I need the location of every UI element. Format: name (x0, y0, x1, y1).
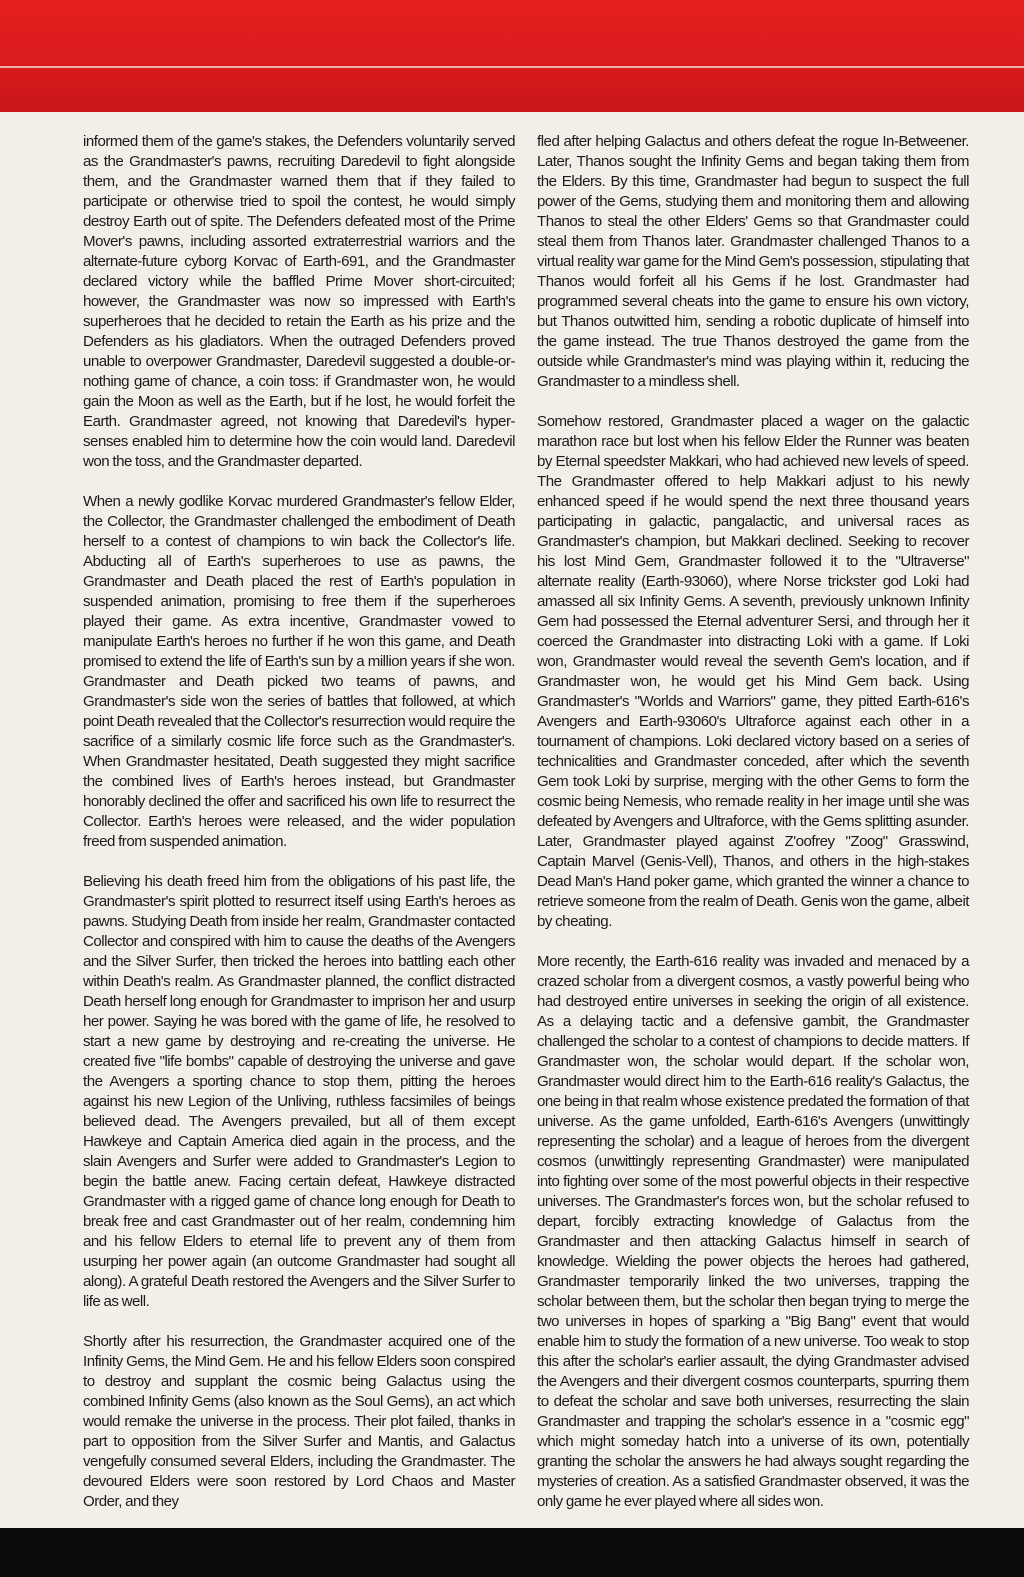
banner-rule (0, 66, 1024, 68)
top-banner (0, 0, 1024, 112)
bottom-bar (0, 1528, 1024, 1577)
right-paragraph-3: More recently, the Earth-616 reality was invaded and menaced by a crazed scholar from a divergent cosmos, a vastly powerful being who had destroyed entire universes in seeking the origin of all existence. As a delaying tactic and a defensive gambit, the Grandmaster challenged the scholar to a contest of champions to decide matters. If Grandmaster won, the scholar would depart. If the scholar won, Grandmaster would direct him to the Earth-616 reality's Galactus, the one being in that realm whose existence predated the formation of that universe. As the game unfolded, Earth-616's Avengers (unwittingly representing the scholar) and a league of heroes from the divergent cosmos (unwittingly representing Grandmaster) were manipulated into fighting over some of the most powerful objects in their respective universes. The Grandmaster's forces won, but the scholar refused to depart, forcibly extracting knowledge of Galactus from the Grandmaster and then attacking Galactus himself in search of knowledge. Wielding the power objects the heroes had gathered, Grandmaster temporarily linked the two universes, trapping the scholar between them, but the scholar then began trying to merge the two universes in hopes of sparking a "Big Bang" event that would enable him to study the formation of a new universe. Too weak to stop this after the scholar's earlier assault, the dying Grandmaster advised the Avengers and their divergent cosmos counterparts, spurring them to defeat the scholar and save both universes, resurrecting the slain Grandmaster and trapping the scholar's essence in a "cosmic egg" which might someday hatch into a universe of its own, potentially granting the scholar the answers he had always sought regarding the mysteries of creation. As a satisfied Grandmaster observed, it was the only game he ever played where all sides won. (537, 953, 969, 1510)
left-paragraph-4: Shortly after his resurrection, the Grandmaster acquired one of the Infinity Gems, the Mind Gem. He and his fellow Elders soon conspired to destroy and supplant the cosmic being Galactus using the combined Infinity Gems (also known as the Soul Gems), an act which would remake the universe in the process. Their plot failed, thanks in part to opposition from the Silver Surfer and Mantis, and Galactus vengefully consumed several Elders, including the Grandmaster. The devoured Elders were soon restored by Lord Chaos and Master Order, and they (83, 1333, 515, 1510)
left-paragraph-1: informed them of the game's stakes, the Defenders voluntarily served as the Grandmaster's pawns, recruiting Daredevil to fight alongside them, and the Grandmaster warned them that if they failed to participate or otherwise tried to spoil the contest, he would simply destroy Earth out of spite. The Defenders defeated most of the Prime Mover's pawns, including assorted extraterrestrial warriors and the alternate-future cyborg Korvac of Earth-691, and the Grandmaster declared victory while the baffled Prime Mover short-circuited; however, the Grandmaster was now so impressed with Earth's superheroes that he decided to retain the Earth as his prize and the Defenders as his gladiators. When the outraged Defenders proved unable to overpower Grandmaster, Daredevil suggested a double-or-nothing game of chance, a coin toss: if Grandmaster won, he would gain the Moon as well as the Earth, but if he lost, he would forfeit the Earth. Grandmaster agreed, not knowing that Daredevil's hyper-senses enabled him to determine how the coin would land. Daredevil won the toss, and the Grandmaster departed. (83, 133, 515, 470)
right-paragraph-1: fled after helping Galactus and others defeat the rogue In-Betweener. Later, Thanos sought the Infinity Gems and began taking them from the Elders. By this time, Grandmaster had begun to suspect the full power of the Gems, studying them and monitoring them and allowing Thanos to steal the other Elders' Gems so that Grandmaster could steal them from Thanos later. Grandmaster challenged Thanos to a virtual reality war game for the Mind Gem's possession, stipulating that Thanos would forfeit all his Gems if he lost. Grandmaster had programmed several cheats into the game to ensure his own victory, but Thanos outwitted him, sending a robotic duplicate of himself into the game instead. The true Thanos destroyed the game from the outside while Grandmaster's mind was playing within it, reducing the Grandmaster to a mindless shell. (537, 133, 969, 390)
left-column (83, 132, 515, 1512)
left-paragraph-2: When a newly godlike Korvac murdered Grandmaster's fellow Elder, the Collector, the Grandmaster challenged the embodiment of Death herself to a contest of champions to win back the Collector's life. Abducting all of Earth's superheroes to use as pawns, the Grandmaster and Death placed the rest of Earth's population in suspended animation, promising to free them if the superheroes played their game. As extra incentive, Grandmaster vowed to manipulate Earth's heroes no further if he won this game, and Death promised to extend the life of Earth's sun by a million years if she won. Grandmaster and Death picked two teams of pawns, and Grandmaster's side won the series of battles that followed, at which point Death revealed that the Collector's resurrection would require the sacrifice of a similarly cosmic life force such as the Grandmaster's. When Grandmaster hesitated, Death suggested they might sacrifice the combined lives of Earth's heroes instead, but Grandmaster honorably declined the offer and sacrificed his own life to resurrect the Collector. Earth's heroes were released, and the wider population freed from suspended animation. (83, 493, 515, 850)
right-column (537, 132, 969, 1512)
right-paragraph-2: Somehow restored, Grandmaster placed a wager on the galactic marathon race but lost when his fellow Elder the Runner was beaten by Eternal speedster Makkari, who had achieved new levels of speed. The Grandmaster offered to help Makkari adjust to his newly enhanced speed if he would spend the next three thousand years participating in galactic, pangalactic, and universal races as Grandmaster's champion, but Makkari declined. Seeking to recover his lost Mind Gem, Grandmaster followed it to the "Ultraverse" alternate reality (Earth-93060), where Norse trickster god Loki had amassed all six Infinity Gems. A seventh, previously unknown Infinity Gem had possessed the Eternal adventurer Sersi, and through her it coerced the Grandmaster into distracting Loki with a game. If Loki won, Grandmaster would reveal the seventh Gem's location, and if Grandmaster won, he would get his Mind Gem back. Using Grandmaster's "Worlds and Warriors" game, they pitted Earth-616's Avengers and Earth-93060's Ultraforce against each other in a tournament of champions. Loki declared victory based on a series of technicalities and Grandmaster conceded, after which the seventh Gem took Loki by surprise, merging with the other Gems to form the cosmic being Nemesis, who remade reality in her image until she was defeated by Avengers and Ultraforce, with the Gems splitting asunder. Later, Grandmaster played against Z'oofrey "Zoog" Grasswind, Captain Marvel (Genis-Vell), Thanos, and others in the high-stakes Dead Man's Hand poker game, which granted the winner a chance to retrieve someone from the realm of Death. Genis won the game, albeit by cheating. (537, 413, 969, 930)
left-paragraph-3: Believing his death freed him from the obligations of his past life, the Grandmaster's spirit plotted to resurrect itself using Earth's heroes as pawns. Studying Death from inside her realm, Grandmaster contacted Collector and conspired with him to cause the deaths of the Avengers and the Silver Surfer, then tricked the heroes into battling each other within Death's realm. As Grandmaster planned, the conflict distracted Death herself long enough for Grandmaster to imprison her and usurp her power. Saying he was bored with the game of life, he resolved to start a new game by destroying and re-creating the universe. He created five "life bombs" capable of destroying the universe and gave the Avengers a sporting chance to stop them, pitting the heroes against his new Legion of the Unliving, ruthless facsimiles of beings believed dead. The Avengers prevailed, but all of them except Hawkeye and Captain America died again in the process, and the slain Avengers and Surfer were added to Grandmaster's Legion to begin the battle anew. Facing certain defeat, Hawkeye distracted Grandmaster with a rigged game of chance long enough for Death to break free and cast Grandmaster out of her realm, condemning him and his fellow Elders to eternal life to prevent any of them from usurping her power again (an outcome Grandmaster had sought all along). A grateful Death restored the Avengers and the Silver Surfer to life as well. (83, 873, 515, 1310)
